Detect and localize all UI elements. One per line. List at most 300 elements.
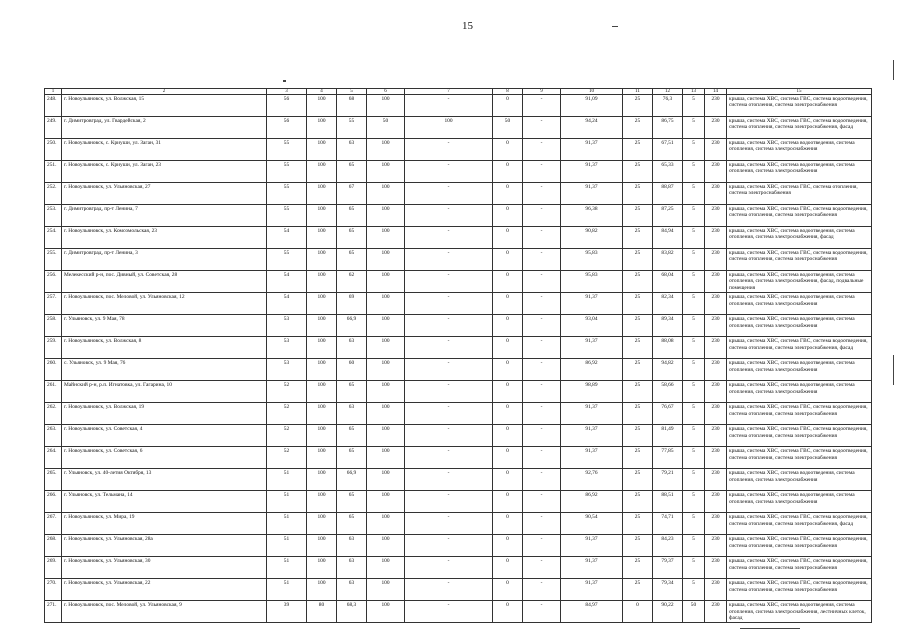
table-row [45,337,872,359]
value-cell: 100 [307,117,337,139]
address-cell: г. Новоульяновск, ул. Волжская, 15 [62,95,267,117]
table-row [45,513,872,535]
address-cell: г. Новоульяновск, ул. Ульяновская, 27 [62,183,267,205]
value-cell: 25 [623,535,653,557]
value-cell: 100 [405,117,493,139]
value-cell: 100 [367,579,405,601]
value-cell: 65 [337,205,367,227]
value-cell: 67,51 [653,139,683,161]
table-row [45,579,872,601]
value-cell: 100 [367,315,405,337]
value-cell: 25 [623,403,653,425]
value-cell: 55 [267,183,307,205]
table-row [45,271,872,293]
value-cell: 60 [337,359,367,381]
row-number: 258. [45,315,62,337]
works-cell: крыша, система ХВС, система водоотведения, система отопления, система электроснабжения [727,381,872,403]
value-cell: 95,83 [561,249,623,271]
value-cell: 53 [267,359,307,381]
value-cell: - [405,95,493,117]
value-cell: 230 [705,469,727,491]
value-cell: 100 [307,447,337,469]
works-cell: крыша, система ХВС, система ГВС, система водоотведения, система отопления, система электроснабжения, фасад [727,117,872,139]
row-number: 252. [45,183,62,205]
row-number: 259. [45,337,62,359]
value-cell: 52 [267,403,307,425]
value-cell: 100 [307,579,337,601]
value-cell: - [523,95,561,117]
value-cell: 89,34 [653,315,683,337]
works-cell: крыша, система ХВС, система водоотведения, система отопления, система электроснабжения, фасад [727,227,872,249]
value-cell: 79,37 [653,557,683,579]
value-cell: 100 [307,271,337,293]
works-cell: крыша, система ХВС, система ГВС, система водоотведения, система отопления, система электроснабжения [727,95,872,117]
works-cell: крыша, система ХВС, система ГВС, система водоотведения, система отопления, система электроснабжения [727,403,872,425]
value-cell: 230 [705,205,727,227]
value-cell: 230 [705,249,727,271]
value-cell: 5 [683,139,705,161]
works-cell: крыша, система ХВС, система водоотведения, система отопления, система электроснабжения [727,469,872,491]
table-row [45,117,872,139]
address-cell: г. Новоульяновск, ул. Советская, 4 [62,425,267,447]
value-cell: 54 [267,227,307,249]
value-cell: - [523,139,561,161]
value-cell: 53 [267,337,307,359]
table-row [45,139,872,161]
row-number: 248. [45,95,62,117]
scan-mark [893,355,894,385]
value-cell: 100 [307,315,337,337]
value-cell: - [523,161,561,183]
value-cell: 65 [337,161,367,183]
value-cell: - [523,557,561,579]
value-cell: 63 [337,139,367,161]
value-cell: - [405,249,493,271]
value-cell: 5 [683,425,705,447]
value-cell: - [523,183,561,205]
value-cell: 77,85 [653,447,683,469]
value-cell: 5 [683,491,705,513]
value-cell: 100 [307,557,337,579]
value-cell: 0 [493,161,523,183]
value-cell: 230 [705,95,727,117]
scan-mark [740,628,800,629]
value-cell: 100 [367,183,405,205]
value-cell: 230 [705,139,727,161]
value-cell: 0 [493,293,523,315]
value-cell: 65 [337,513,367,535]
value-cell: 0 [493,513,523,535]
value-cell: 65 [337,227,367,249]
address-cell: г. Новоульяновск, ул. Ульяновская, 22 [62,579,267,601]
header-cell: 12 [653,89,683,95]
table-row [45,381,872,403]
works-cell: крыша, система ХВС, система водоотведения, система отопления, система электроснабжения [727,161,872,183]
value-cell: 100 [307,359,337,381]
table-row [45,161,872,183]
value-cell: 84,97 [561,601,623,623]
header-cell: 5 [337,89,367,95]
row-number: 269. [45,557,62,579]
address-cell: г. Новоульяновск, пос. Меловой, ул. Ульяновская, 12 [62,293,267,315]
value-cell: 100 [367,139,405,161]
value-cell: 25 [623,205,653,227]
value-cell: 100 [367,293,405,315]
value-cell: 51 [267,491,307,513]
row-number: 262. [45,403,62,425]
value-cell: 100 [367,249,405,271]
value-cell: - [523,425,561,447]
value-cell: 0 [493,183,523,205]
works-cell: крыша, система ХВС, система ГВС, система водоотведения, система отопления, система электроснабжения [727,425,872,447]
value-cell: 5 [683,337,705,359]
value-cell: 230 [705,447,727,469]
header-cell: 4 [307,89,337,95]
value-cell: 5 [683,227,705,249]
value-cell: 68,04 [653,271,683,293]
value-cell: 5 [683,95,705,117]
value-cell: 86,92 [561,359,623,381]
value-cell: 0 [493,403,523,425]
value-cell: 100 [367,381,405,403]
value-cell: 230 [705,557,727,579]
table-row [45,359,872,381]
scan-mark [283,80,286,82]
address-cell: г. Ульяновск, ул. 9 Мая, 78 [62,315,267,337]
value-cell: 50 [683,601,705,623]
value-cell: 0 [493,205,523,227]
value-cell: 52 [267,447,307,469]
value-cell: 56 [267,95,307,117]
value-cell: 76,67 [653,403,683,425]
value-cell: 100 [307,183,337,205]
value-cell: 100 [307,381,337,403]
value-cell: 230 [705,513,727,535]
value-cell: 5 [683,205,705,227]
value-cell: 230 [705,579,727,601]
value-cell: - [523,469,561,491]
row-number: 255. [45,249,62,271]
works-cell: крыша, система ХВС, система ГВС, система водоотведения, система отопления, система электроснабжения [727,579,872,601]
value-cell: 56 [267,117,307,139]
header-cell: 15 [727,89,872,95]
value-cell: 5 [683,293,705,315]
value-cell: 63 [337,337,367,359]
value-cell: 65 [337,249,367,271]
value-cell: 100 [307,249,337,271]
address-cell: Мелекесский р-н, пос. Дивный, ул. Советская, 28 [62,271,267,293]
address-cell: г. Димитровград, ул. Гвардейская, 2 [62,117,267,139]
row-number: 270. [45,579,62,601]
value-cell: 230 [705,337,727,359]
value-cell: 91,37 [561,557,623,579]
value-cell: 100 [367,95,405,117]
value-cell: 63 [337,403,367,425]
value-cell: 88,08 [653,337,683,359]
value-cell: 0 [493,491,523,513]
address-cell: г. Димитровград, пр-т Ленина, 3 [62,249,267,271]
value-cell: 52 [267,425,307,447]
value-cell: 91,37 [561,139,623,161]
value-cell: 96,38 [561,205,623,227]
value-cell: 65 [337,447,367,469]
header-cell: 3 [267,89,307,95]
value-cell: 100 [307,425,337,447]
value-cell: 91,37 [561,535,623,557]
value-cell: 100 [367,425,405,447]
header-cell: 13 [683,89,705,95]
value-cell: - [523,315,561,337]
header-cell: 7 [405,89,493,95]
value-cell: 83,82 [653,249,683,271]
value-cell: - [523,381,561,403]
value-cell: - [405,535,493,557]
value-cell: 100 [307,491,337,513]
value-cell: 100 [307,513,337,535]
value-cell: - [405,425,493,447]
works-cell: крыша, система ХВС, система ГВС, система водоотведения, система отопления, система электроснабжения [727,249,872,271]
value-cell: 0 [493,315,523,337]
value-cell: 25 [623,227,653,249]
table-row [45,315,872,337]
works-cell: крыша, система ХВС, система ГВС, система водоотведения, система отопления, система электроснабжения [727,447,872,469]
value-cell: - [405,315,493,337]
value-cell: - [523,601,561,623]
value-cell: 100 [307,205,337,227]
value-cell: 5 [683,249,705,271]
value-cell: 230 [705,381,727,403]
value-cell: - [523,293,561,315]
table-row [45,601,872,623]
value-cell: 25 [623,249,653,271]
value-cell: 51 [267,579,307,601]
address-cell: г. Новоульяновск, ул. Волжская, 8 [62,337,267,359]
value-cell: 0 [493,359,523,381]
works-cell: крыша, система ХВС, система водоотведения, система отопления, система электроснабжения, лестничных клеток, фасад [727,601,872,623]
value-cell: 5 [683,359,705,381]
row-number: 256. [45,271,62,293]
value-cell: 25 [623,293,653,315]
data-table [44,88,872,623]
value-cell: 25 [623,95,653,117]
value-cell: - [523,447,561,469]
value-cell: 5 [683,513,705,535]
value-cell: 62 [337,271,367,293]
value-cell: 50 [367,117,405,139]
value-cell: - [523,205,561,227]
row-number: 265. [45,469,62,491]
value-cell: 0 [493,95,523,117]
value-cell: - [523,271,561,293]
value-cell: 230 [705,161,727,183]
address-cell: г. Новоульяновск, ул. Волжская, 19 [62,403,267,425]
value-cell: 0 [493,601,523,623]
value-cell: - [405,403,493,425]
value-cell: 55 [267,161,307,183]
value-cell: - [405,601,493,623]
table-row [45,469,872,491]
header-cell: 10 [561,89,623,95]
value-cell: 100 [307,535,337,557]
value-cell: 0 [493,381,523,403]
value-cell: 100 [367,205,405,227]
value-cell: 51 [267,535,307,557]
value-cell: 91,37 [561,447,623,469]
value-cell: 82,34 [653,293,683,315]
row-number: 263. [45,425,62,447]
value-cell: 84,23 [653,535,683,557]
table-row [45,205,872,227]
value-cell: 230 [705,425,727,447]
scan-mark [612,26,618,27]
value-cell: 25 [623,579,653,601]
value-cell: - [523,249,561,271]
value-cell: - [405,271,493,293]
works-cell: крыша, система ХВС, система ГВС, система водоотведения, система отопления, система электроснабжения, фасад [727,337,872,359]
value-cell: 5 [683,183,705,205]
value-cell: 0 [493,337,523,359]
value-cell: 55 [267,249,307,271]
header-cell: 1 [45,89,62,95]
value-cell: 5 [683,403,705,425]
address-cell: г. Новоульяновск, с. Криуши, ул. Заган, 31 [62,139,267,161]
value-cell: - [523,359,561,381]
value-cell: 68,3 [337,601,367,623]
value-cell: 79,34 [653,579,683,601]
value-cell: 230 [705,535,727,557]
value-cell: 25 [623,161,653,183]
value-cell: 0 [493,227,523,249]
value-cell: - [523,491,561,513]
value-cell: 66,9 [337,315,367,337]
value-cell: 91,37 [561,337,623,359]
value-cell: 58,66 [653,381,683,403]
value-cell: 100 [307,293,337,315]
value-cell: 39 [267,601,307,623]
value-cell: 51 [267,513,307,535]
value-cell: 91,37 [561,183,623,205]
value-cell: - [405,183,493,205]
value-cell: 65 [337,425,367,447]
table-row [45,95,872,117]
value-cell: 91,37 [561,403,623,425]
value-cell: 230 [705,227,727,249]
value-cell: - [405,139,493,161]
value-cell: 25 [623,337,653,359]
value-cell: 230 [705,601,727,623]
row-number: 254. [45,227,62,249]
value-cell: 100 [367,403,405,425]
value-cell: 25 [623,315,653,337]
row-number: 267. [45,513,62,535]
header-cell: 9 [523,89,561,95]
value-cell: 86,75 [653,117,683,139]
value-cell: - [523,227,561,249]
value-cell: 91,37 [561,425,623,447]
table-row [45,535,872,557]
value-cell: 230 [705,315,727,337]
table-row [45,293,872,315]
scan-mark [893,60,894,80]
works-cell: крыша, система ХВС, система ГВС, система водоотведения, система отопления, система электроснабжения [727,557,872,579]
header-cell: 2 [62,89,267,95]
value-cell: 100 [307,161,337,183]
value-cell: 91,37 [561,579,623,601]
address-cell: Майнский р-н, р.п. Игнатовка, ул. Гагарина, 10 [62,381,267,403]
value-cell: 66,9 [337,469,367,491]
value-cell: 65,33 [653,161,683,183]
value-cell: 54 [267,271,307,293]
value-cell: 100 [307,469,337,491]
row-number: 260. [45,359,62,381]
value-cell: 51 [267,469,307,491]
value-cell: - [405,227,493,249]
table-row [45,227,872,249]
value-cell: 90,22 [653,601,683,623]
address-cell: г. Новоульяновск, с. Криуши, ул. Заган, 23 [62,161,267,183]
value-cell: 55 [267,205,307,227]
value-cell: - [523,513,561,535]
value-cell: 230 [705,491,727,513]
value-cell: - [405,161,493,183]
row-number: 251. [45,161,62,183]
value-cell: 100 [307,403,337,425]
address-cell: г. Новоульяновск, ул. Ульяновская, 28а [62,535,267,557]
value-cell: - [405,381,493,403]
header-cell: 8 [493,89,523,95]
value-cell: 25 [623,359,653,381]
value-cell: 88,87 [653,183,683,205]
value-cell: - [405,293,493,315]
value-cell: - [405,469,493,491]
address-cell: г. Новоульяновск, пос. Меловой, ул. Ульяновская, 9 [62,601,267,623]
value-cell: 0 [493,271,523,293]
value-cell: 100 [367,271,405,293]
value-cell: - [523,579,561,601]
value-cell: 76,3 [653,95,683,117]
value-cell: 90,82 [561,227,623,249]
value-cell: 81,49 [653,425,683,447]
table-row [45,491,872,513]
value-cell: 0 [493,557,523,579]
table-row [45,447,872,469]
value-cell: 87,25 [653,205,683,227]
header-cell: 11 [623,89,653,95]
value-cell: 86,92 [561,491,623,513]
table-row [45,425,872,447]
value-cell: 230 [705,293,727,315]
address-cell: г. Новоульяновск, ул. Советская, 6 [62,447,267,469]
value-cell: 5 [683,579,705,601]
value-cell: 100 [307,227,337,249]
value-cell: 98,89 [561,381,623,403]
value-cell: 100 [307,337,337,359]
value-cell: 230 [705,403,727,425]
works-cell: крыша, система ХВС, система ГВС, система водоотведения, система отопления, система электроснабжения, фасад [727,513,872,535]
value-cell: 93,04 [561,315,623,337]
value-cell: 5 [683,117,705,139]
row-number: 253. [45,205,62,227]
value-cell: 100 [367,359,405,381]
value-cell: 65 [337,491,367,513]
value-cell: - [405,359,493,381]
value-cell: 0 [623,601,653,623]
row-number: 271. [45,601,62,623]
value-cell: 5 [683,315,705,337]
value-cell: 5 [683,469,705,491]
value-cell: - [405,491,493,513]
value-cell: 55 [337,117,367,139]
